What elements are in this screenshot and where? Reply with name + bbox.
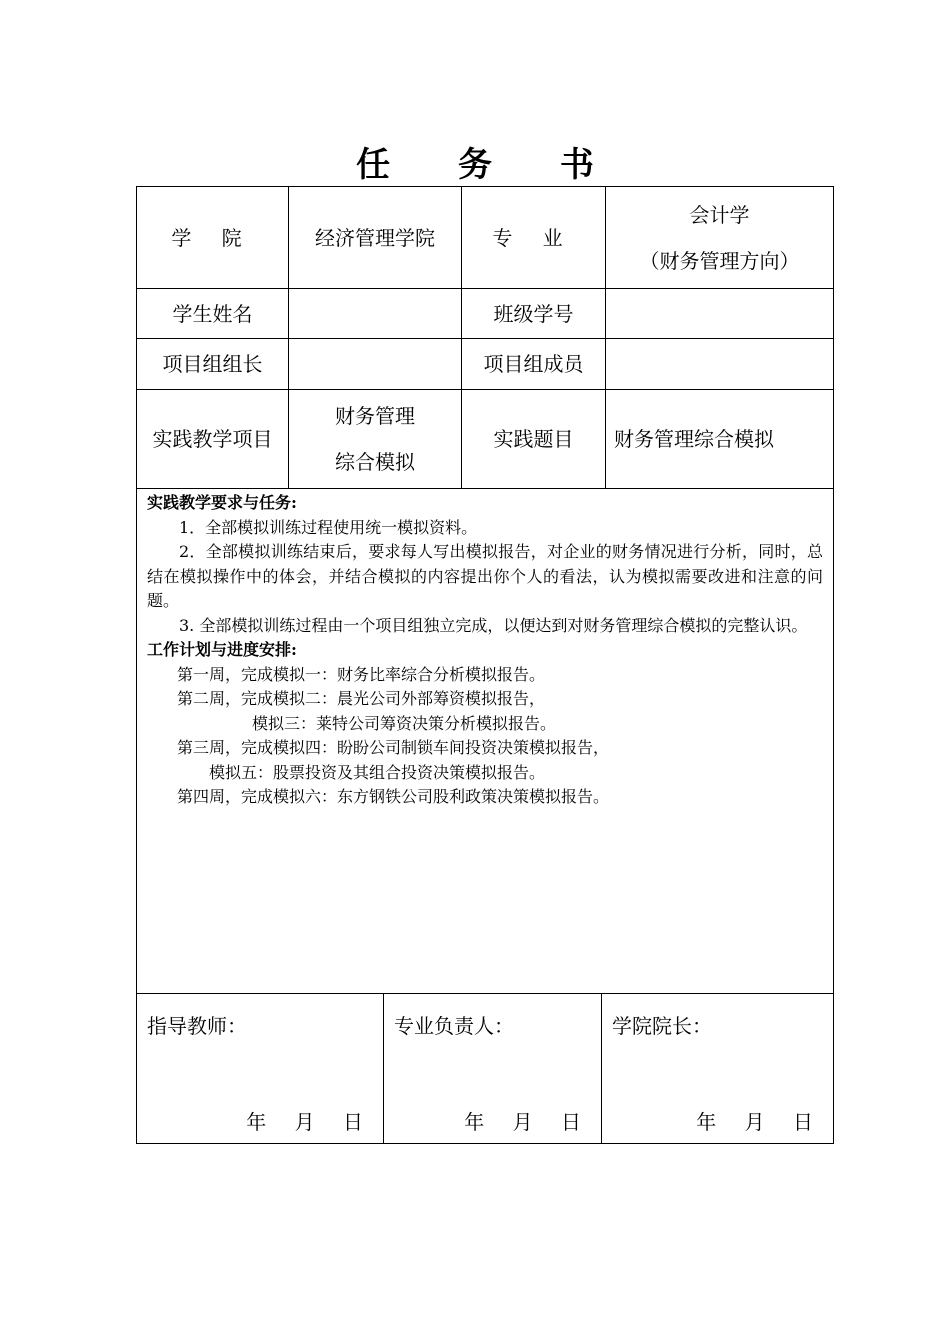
signature-major-head-date	[442, 1106, 581, 1135]
value-practice-topic[interactable]	[606, 390, 833, 489]
label-team-leader-text: 项目组组长	[162, 352, 263, 376]
label-major	[462, 187, 606, 289]
label-class-number	[462, 289, 606, 339]
title-char-1: 任	[356, 145, 391, 185]
signature-dean-date	[674, 1106, 813, 1135]
label-team-leader	[137, 339, 289, 390]
value-college-text: 经济管理学院	[315, 225, 435, 250]
signature-advisor-label: 指导教师：	[147, 1014, 247, 1038]
value-class-number[interactable]	[606, 289, 833, 339]
label-team-members	[462, 339, 606, 390]
plan-heading: 工作计划与进度安排:	[147, 640, 297, 659]
requirement-item-1: 1．全部模拟训练过程使用统一模拟资料。	[179, 517, 478, 537]
value-team-members[interactable]	[606, 339, 833, 390]
date-month: 月	[512, 1110, 533, 1134]
value-major[interactable]	[606, 187, 833, 289]
date-day: 日	[343, 1110, 363, 1134]
signature-dean[interactable]	[602, 994, 833, 1143]
label-practice-project-text: 实践教学项目	[152, 427, 273, 451]
label-major-text: 专 业	[492, 225, 575, 250]
value-practice-project[interactable]	[289, 390, 462, 489]
label-practice-project	[137, 390, 289, 489]
date-day: 日	[793, 1110, 813, 1134]
plan-week-3-cont: 模拟五：股票投资及其组合投资决策模拟报告。	[209, 762, 546, 782]
label-team-members-text: 项目组成员	[483, 352, 584, 376]
requirement-item-3: 3. 全部模拟训练过程由一个项目组独立完成，以便达到对财务管理综合模拟的完整认识。	[179, 615, 808, 635]
label-college	[137, 187, 289, 289]
label-student-name	[137, 289, 289, 339]
value-practice-project-line2: 综合模拟	[335, 450, 415, 474]
value-major-line1: 会计学	[689, 202, 750, 227]
document-title	[0, 140, 950, 190]
plan-week-3: 第三周，完成模拟四：盼盼公司制锁车间投资决策模拟报告，	[177, 738, 610, 757]
requirements-heading: 实践教学要求与任务:	[147, 493, 297, 512]
plan-week-2: 第二周，完成模拟二：晨光公司外部筹资模拟报告，	[177, 689, 546, 708]
label-practice-topic	[462, 390, 606, 489]
date-month: 月	[294, 1110, 315, 1134]
plan-week-4: 第四周，完成模拟六：东方钢铁公司股利政策决策模拟报告。	[177, 787, 610, 806]
title-char-2: 务	[458, 145, 492, 185]
label-college-text: 学 院	[171, 225, 254, 250]
value-practice-topic-text: 财务管理综合模拟	[614, 427, 774, 451]
value-team-leader[interactable]	[289, 339, 462, 390]
value-college[interactable]	[289, 187, 462, 289]
label-student-name-text: 学生姓名	[172, 301, 253, 326]
signature-major-head[interactable]	[384, 994, 602, 1143]
signature-dean-label: 学院院长：	[612, 1014, 712, 1038]
date-year: 年	[246, 1110, 267, 1134]
value-student-name[interactable]	[289, 289, 462, 339]
label-class-number-text: 班级学号	[493, 301, 574, 326]
value-major-line2: （财务管理方向）	[639, 248, 800, 273]
requirements-section[interactable]	[137, 489, 833, 994]
plan-week-2-cont: 模拟三：莱特公司筹资决策分析模拟报告。	[252, 713, 557, 733]
signature-advisor-date	[224, 1106, 363, 1135]
plan-week-1: 第一周，完成模拟一：财务比率综合分析模拟报告。	[177, 664, 546, 684]
title-char-3: 书	[559, 145, 594, 185]
date-day: 日	[561, 1110, 581, 1134]
date-year: 年	[696, 1110, 717, 1134]
label-practice-topic-text: 实践题目	[493, 427, 574, 451]
signature-major-head-label: 专业负责人：	[394, 1014, 514, 1038]
signature-advisor[interactable]	[137, 994, 384, 1143]
date-month: 月	[744, 1110, 765, 1134]
requirement-item-2: 2．全部模拟训练结束后，要求每人写出模拟报告，对企业的财务情况进行分析，同时，总结在模拟操作中的体会，并结合模拟的内容提出你个人的看法，认为模拟需要改进和注意的问题。	[147, 542, 823, 610]
value-practice-project-line1: 财务管理	[335, 404, 415, 428]
date-year: 年	[464, 1110, 485, 1134]
task-form-table	[136, 186, 834, 1144]
